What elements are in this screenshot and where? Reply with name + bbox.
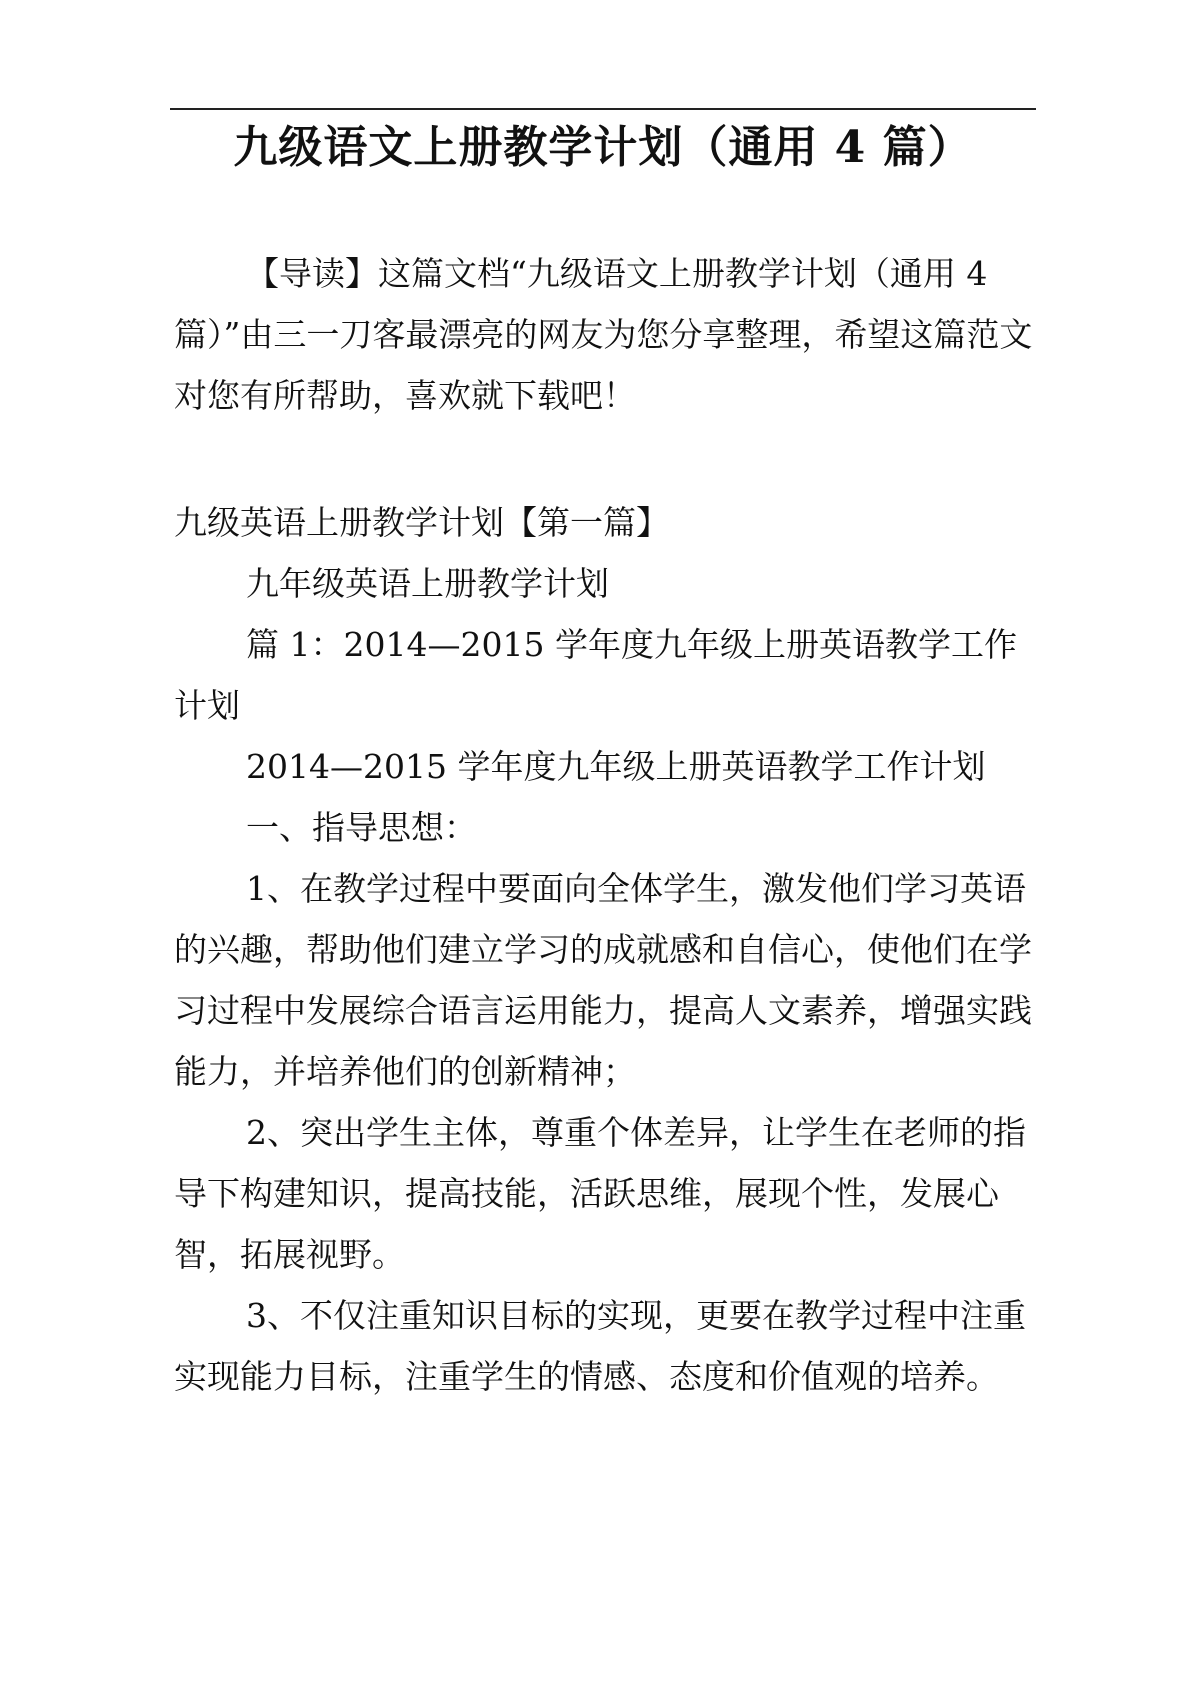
paragraph-gap (174, 426, 1036, 492)
document-title: 九级语文上册教学计划（通用 4 篇） (233, 122, 973, 173)
point-paragraph-2: 2、突出学生主体，尊重个体差异，让学生在老师的指导下构建知识，提高技能，活跃思维，展现个性，发展心智，拓展视野。 (174, 1113, 1026, 1274)
point-paragraph-3: 3、不仅注重知识目标的实现，更要在教学过程中注重实现能力目标，注重学生的情感、态度和价值观的培养。 (174, 1296, 1026, 1396)
section-heading: 九级英语上册教学计划【第一篇】 (174, 503, 669, 542)
guide-heading: 一、指导思想： (246, 808, 477, 847)
top-rule (170, 108, 1036, 110)
plan-title: 2014—2015 学年度九年级上册英语教学工作计划 (246, 747, 986, 786)
subtitle: 九年级英语上册教学计划 (246, 564, 609, 603)
piece-heading: 篇 1：2014—2015 学年度九年级上册英语教学工作计划 (174, 625, 1017, 725)
point-paragraph-1: 1、在教学过程中要面向全体学生，激发他们学习英语的兴趣，帮助他们建立学习的成就感和自信心，使他们在学习过程中发展综合语言运用能力，提高人文素养，增强实践能力，并培养他们的创新精神； (174, 869, 1032, 1091)
document-body (174, 243, 1036, 1407)
intro-paragraph: 【导读】这篇文档“九级语文上册教学计划（通用 4 篇）”由三一刀客最漂亮的网友为您分享整理，希望这篇范文对您有所帮助，喜欢就下载吧！ (174, 254, 1033, 415)
